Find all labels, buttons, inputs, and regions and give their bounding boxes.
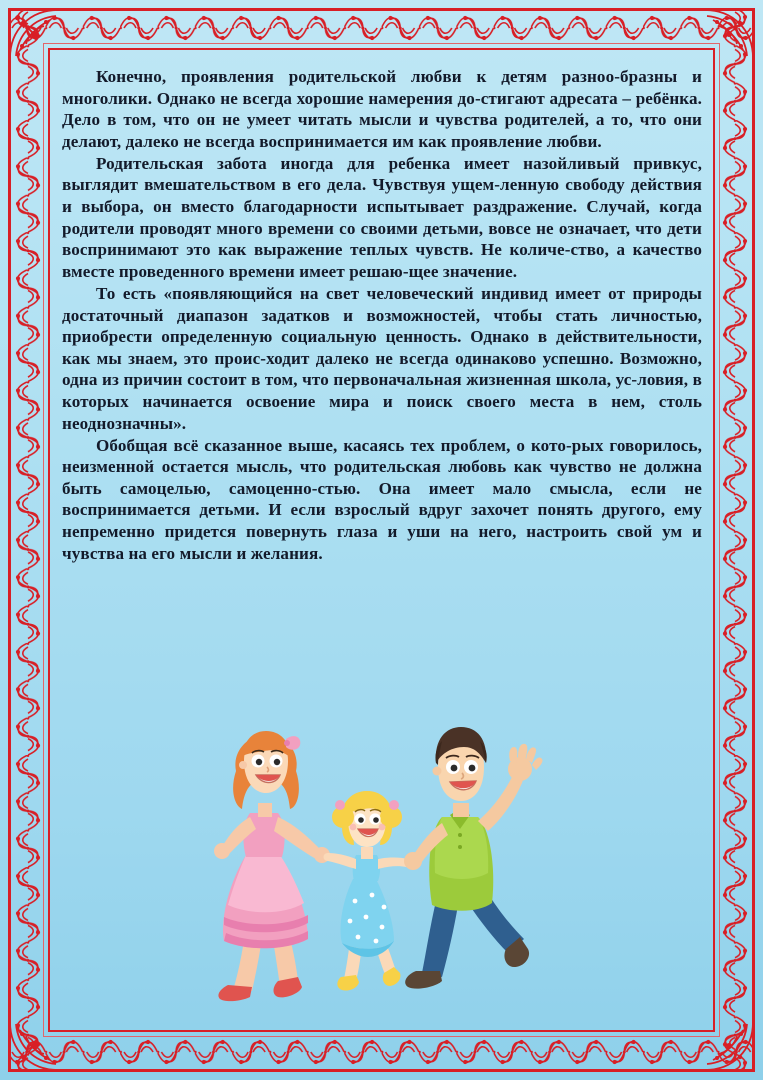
paragraph-2: Родительская забота иногда для ребенка имеет назойливый привкус, выглядит вмешательством в его дела. Чувствуя ущем-ленную свободу действия и выбора, он вместо благодарности испытывает раздражение. Случай, когда родители проводят много времени со своими детьми, вовсе не означает, что дети воспринимают это как выражение теплых чувств. Не количе-ство, а качество вместе проведенного времени имеет решаю-щее значение. [62,153,702,281]
daughter-figure [324,791,412,991]
paragraph-3: То есть «появляющийся на свет человеческий индивид имеет от природы достаточный диапазон задатков и возможностей, чтобы стать личностью, приобрести определенную социальную ценность. Однако в действительности, как мы знаем, это проис-ходит далеко не всегда одинаково успешно. Возможно, одна из причин состоит в том, что первоначальная жизненная школа, ус-ловия, в которых начинается освоение мира и поиск своего места в нем, столь неоднозначны». [62,283,702,433]
family-holding-hands-illustration [150,705,620,1010]
father-figure [404,727,542,989]
paragraph-1: Конечно, проявления родительской любви к детям разноо-бразны и многолики. Однако не всегда хорошие намерения до-стигают адресата – ребёнка. Дело в том, что он не умеет читать мысли и чувства родителей, а то, что они делают, далеко не всегда воспринимается им как проявление любви. [62,67,702,151]
mother-figure [214,731,330,1001]
article-body [62,66,702,565]
paragraph-4: Обобщая всё сказанное выше, касаясь тех проблем, о кото-рых говорилось, неизменной остается мысль, что родительская любовь как чувство не должна быть самоцелью, самоценно-стью. Она имеет мало смысла, если не воспринимается детьми. И если взрослый вдруг захочет понять другого, ему непременно придется повернуть глаза и уши на него, настроить свой ум и чувства на его мысли и желания. [62,435,702,563]
